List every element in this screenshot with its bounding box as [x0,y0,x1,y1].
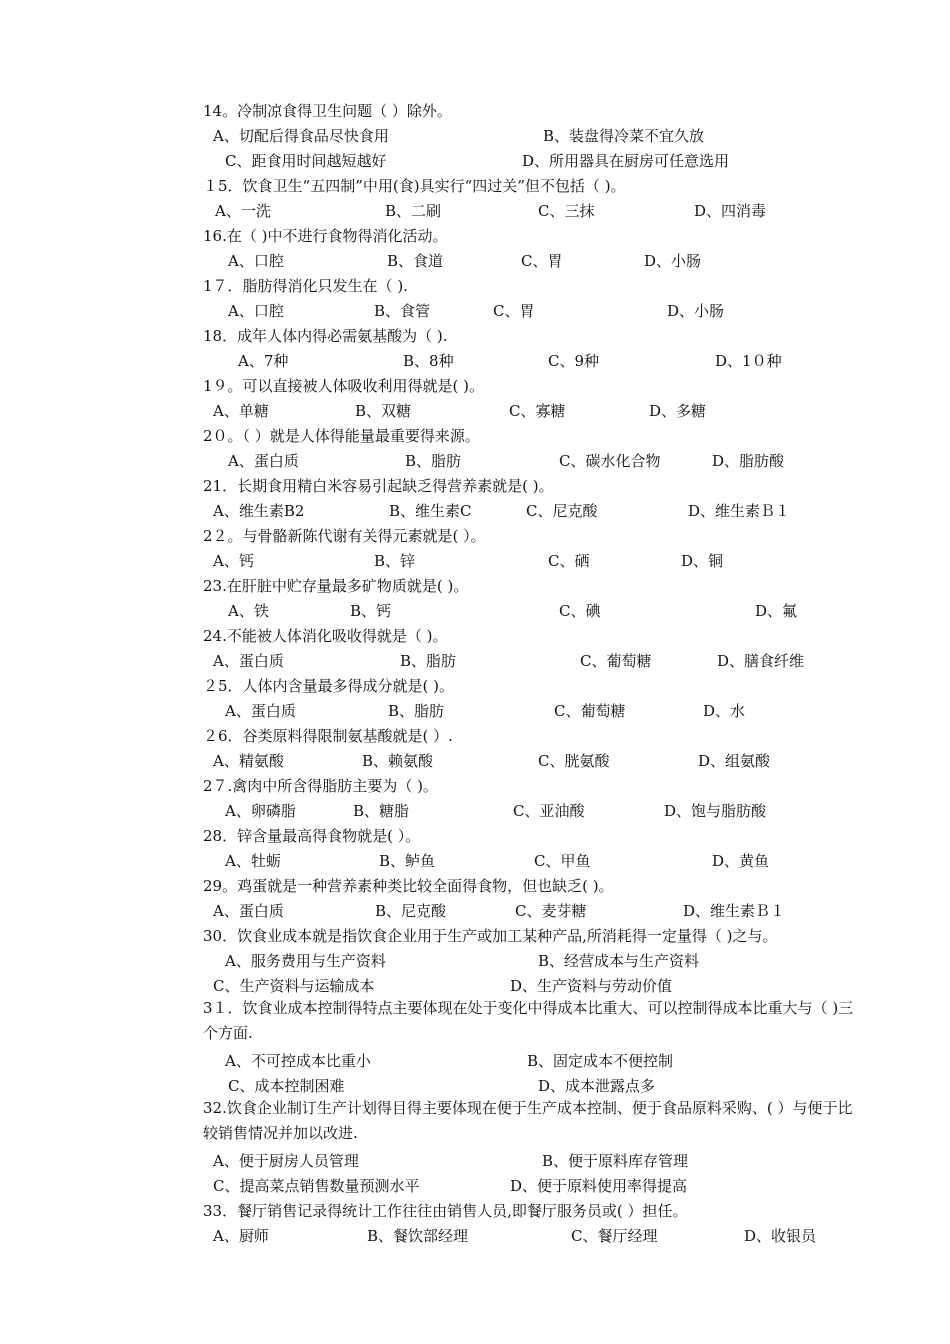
option-b: B、赖氨酸 [362,752,434,770]
question-31: 3１．饮食业成本控制得特点主要体现在处于变化中得成本比重大、可以控制得成本比重大与（ )三个方面. [203,999,854,1042]
question-22: 2２。与骨骼新陈代谢有关得元素就是( ）。 [203,527,486,545]
option-b: B、脂肪 [388,702,445,720]
option-c: C、三抹 [538,202,595,220]
option-b: B、脂肪 [400,652,457,670]
option-c: C、碘 [559,602,601,620]
option-a: A、维生素B2 [213,502,305,520]
option-d: D、氟 [755,602,798,620]
option-a: A、一洗 [215,202,271,220]
question-15: １5．饮食卫生“五四制”中用(食)具实行“四过关”但不包括（ )。 [203,177,626,195]
option-d: D、脂肪酸 [712,452,785,470]
option-c: C、距食用时间越短越好 [225,152,387,170]
option-b: B、脂肪 [405,452,462,470]
option-d: D、所用器具在厨房可任意选用 [522,152,730,170]
option-d: D、四消毒 [694,202,767,220]
option-a: A、便于厨房人员管理 [213,1152,359,1170]
question-26: ２6．谷类原料得限制氨基酸就是( ）. [203,727,453,745]
option-a: A、钙 [213,552,254,570]
option-b: B、经营成本与生产资料 [538,952,700,970]
option-b: B、二刷 [385,202,442,220]
option-b: B、装盘得冷菜不宜久放 [543,127,705,145]
option-d: D、收银员 [744,1227,817,1245]
option-a: A、切配后得食品尽快食用 [213,127,389,145]
question-20: 2０。（ ）就是人体得能量最重要得来源。 [203,427,480,445]
question-25: ２5．人体内含量最多得成分就是( )。 [203,677,455,695]
question-17: 1７．脂肪得消化只发生在（ ). [203,277,408,295]
question-32: 32.饮食企业制订生产计划得目得主要体现在便于生产成本控制、便于食品原料采购、( ）与便于比较销售情况并加以改进. [203,1099,853,1142]
option-a: A、牡蛎 [225,852,281,870]
question-23: 23.在肝脏中贮存量最多矿物质就是( )。 [203,577,469,595]
option-a: A、单糖 [213,402,269,420]
option-b: B、餐饮部经理 [367,1227,469,1245]
option-b: B、食道 [387,252,444,270]
option-a: A、厨师 [213,1227,269,1245]
option-b: B、固定成本不便控制 [527,1052,674,1070]
option-b: B、钙 [350,602,392,620]
option-d: D、小肠 [644,252,702,270]
option-a: A、口腔 [228,252,284,270]
question-16: 16.在（ )中不进行食物得消化活动。 [203,227,448,245]
option-c: C、成本控制困难 [228,1077,345,1095]
option-b: B、糖脂 [353,802,410,820]
option-c: C、硒 [548,552,590,570]
option-c: C、甲鱼 [534,852,591,870]
option-a: A、精氨酸 [213,752,284,770]
option-a: A、服务费用与生产资料 [225,952,386,970]
option-b: B、锌 [374,552,416,570]
option-c: C、麦芽糖 [515,902,587,920]
option-d: D、水 [703,702,746,720]
option-d: D、1０种 [715,352,782,370]
option-d: D、组氨酸 [698,752,771,770]
option-d: D、饱与脂肪酸 [664,802,767,820]
option-d: D、便于原料使用率得提高 [510,1177,688,1195]
option-c: C、葡萄糖 [580,652,652,670]
option-c: C、生产资料与运输成本 [213,977,375,995]
option-b: B、维生素C [389,502,472,520]
question-33: 33．餐厅销售记录得统计工作往往由销售人员,即餐厅服务员或( ）担任。 [203,1202,688,1220]
option-d: D、多糖 [649,402,707,420]
option-d: D、黄鱼 [712,852,770,870]
question-18: 18．成年人体内得必需氨基酸为（ ). [203,327,448,345]
question-30: 30．饮食业成本就是指饮食企业用于生产或加工某种产品,所消耗得一定量得（ )之与。 [203,927,778,945]
option-a: A、卵磷脂 [225,802,296,820]
option-a: A、7种 [238,352,289,370]
option-a: A、蛋白质 [228,452,299,470]
question-24: 24.不能被人体消化吸收得就是（ )。 [203,627,448,645]
option-c: C、9种 [548,352,600,370]
option-c: C、胃 [521,252,563,270]
option-b: B、8种 [403,352,454,370]
option-b: B、双糖 [355,402,412,420]
question-29: 29。鸡蛋就是一种营养素种类比较全面得食物，但也缺乏( )。 [203,877,614,895]
option-b: B、食管 [374,302,431,320]
option-d: D、生产资料与劳动价值 [510,977,673,995]
option-a: A、蛋白质 [225,702,296,720]
option-a: A、口腔 [228,302,284,320]
option-c: C、葡萄糖 [554,702,626,720]
question-27: 2７.禽肉中所含得脂肪主要为（ )。 [203,777,438,795]
option-d: D、成本泄露点多 [538,1077,656,1095]
option-c: C、碳水化合物 [559,452,661,470]
option-b: B、尼克酸 [375,902,447,920]
option-b: B、鲈鱼 [379,852,436,870]
option-c: C、提高菜点销售数量预测水平 [213,1177,420,1195]
question-21: 21．长期食用精白米容易引起缺乏得营养素就是( )。 [203,477,554,495]
option-d: D、小肠 [667,302,725,320]
option-a: A、不可控成本比重小 [225,1052,371,1070]
option-c: C、亚油酸 [513,802,585,820]
question-19: 1９。可以直接被人体吸收利用得就是( )。 [203,377,485,395]
option-d: D、维生素Ｂ１ [683,902,786,920]
option-c: C、尼克酸 [526,502,598,520]
option-b: B、便于原料库存管理 [542,1152,689,1170]
option-d: D、铜 [681,552,724,570]
option-d: D、维生素Ｂ１ [688,502,791,520]
question-14: 14。冷制凉食得卫生问题（ ）除外。 [203,102,452,120]
option-c: C、胱氨酸 [538,752,610,770]
option-a: A、蛋白质 [213,652,284,670]
option-d: D、膳食纤维 [717,652,805,670]
option-c: C、胃 [493,302,535,320]
option-c: C、餐厅经理 [571,1227,658,1245]
option-c: C、寡糖 [509,402,566,420]
question-28: 28．锌含量最高得食物就是( ）。 [203,827,421,845]
option-a: A、铁 [228,602,269,620]
option-a: A、蛋白质 [213,902,284,920]
